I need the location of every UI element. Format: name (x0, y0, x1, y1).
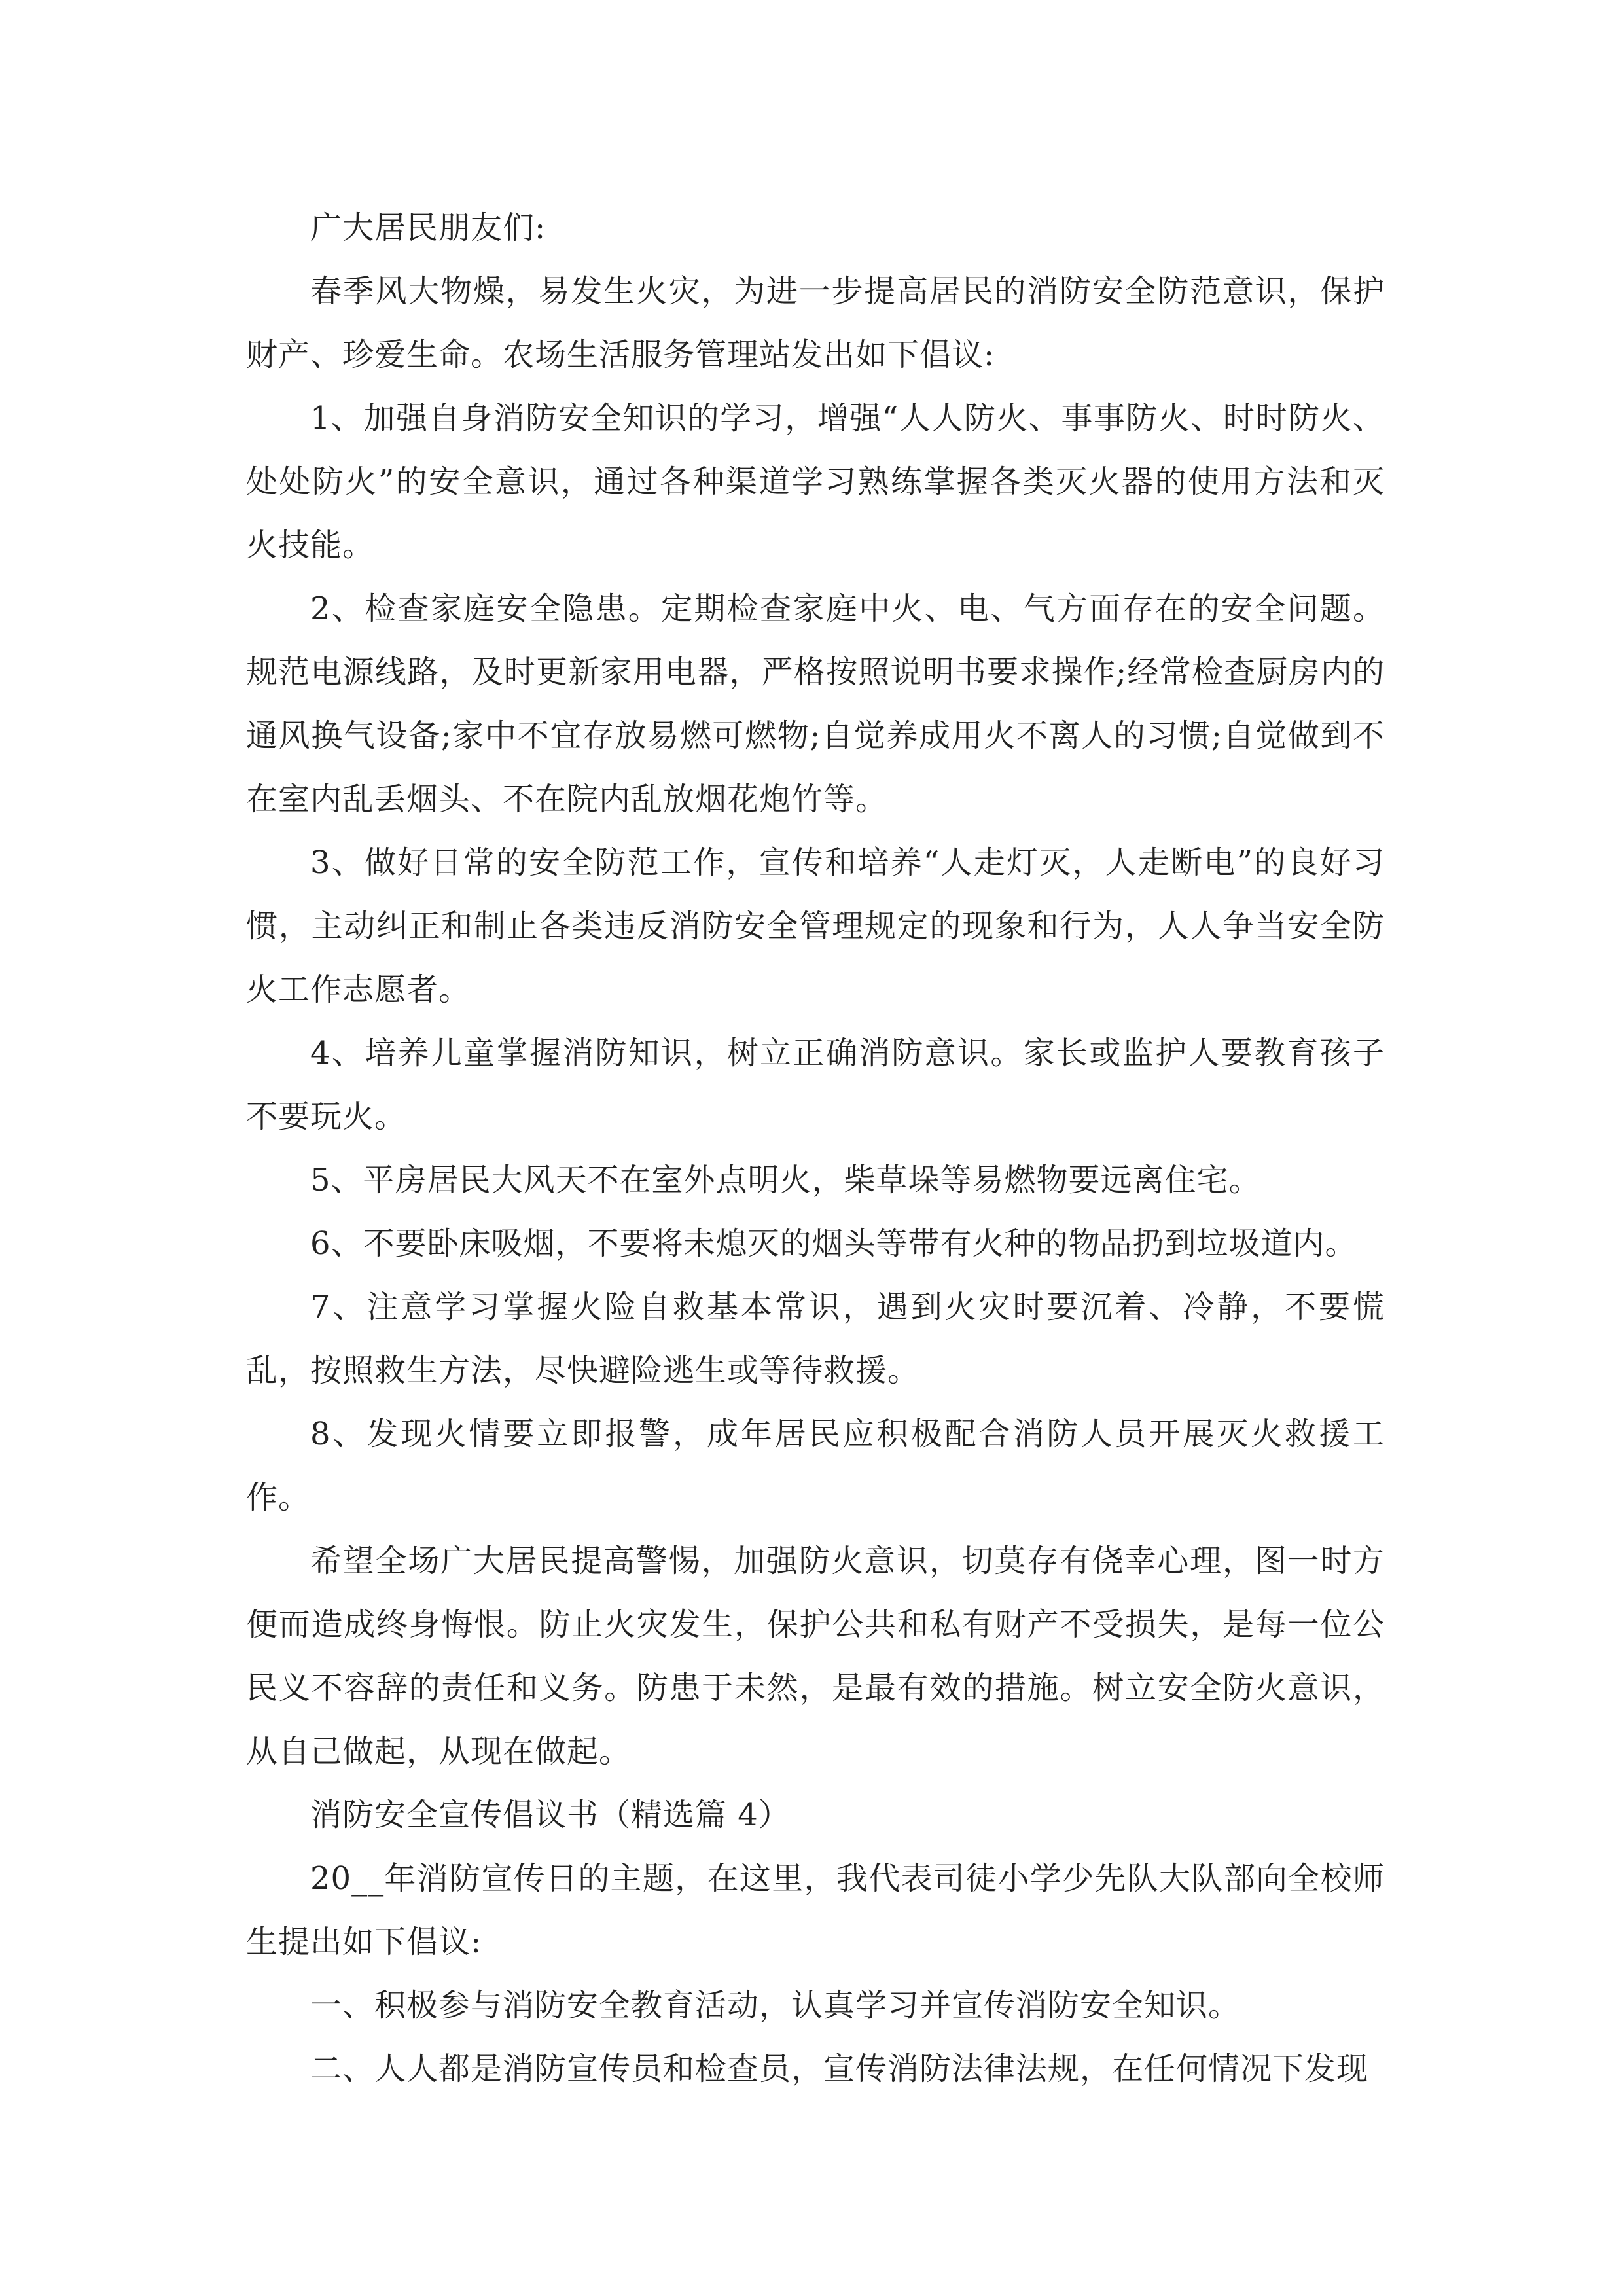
document-body (246, 196, 1385, 2101)
school-item-2: 二、人人都是消防宣传员和检查员，宣传消防法律法规，在任何情况下发现 (310, 2051, 1369, 2087)
proposal-item-8: 8、发现火情要立即报警，成年居民应积极配合消防人员开展灭火救援工作。 (246, 1416, 1385, 1516)
proposal-item-5: 5、平房居民大风天不在室外点明火，柴草垛等易燃物要远离住宅。 (310, 1162, 1261, 1198)
proposal-item-4: 4、培养儿童掌握消防知识，树立正确消防意识。家长或监护人要教育孩子不要玩火。 (246, 1035, 1385, 1135)
proposal-item-3: 3、做好日常的安全防范工作，宣传和培养“人走灯灭，人走断电”的良好习惯，主动纠正和制止各类违反消防安全管理规定的现象和行为，人人争当安全防火工作志愿者。 (246, 844, 1385, 1008)
salutation: 广大居民朋友们: (310, 209, 546, 246)
proposal-item-7: 7、注意学习掌握火险自救基本常识，遇到火灾时要沉着、冷静，不要慌乱，按照救生方法，尽快避险逃生或等待救援。 (246, 1289, 1385, 1389)
section-heading: 消防安全宣传倡议书（精选篇 4） (310, 1797, 791, 1833)
proposal-item-1: 1、加强自身消防安全知识的学习，增强“人人防火、事事防火、时时防火、处处防火”的安全意识，通过各种渠道学习熟练掌握各类灭火器的使用方法和灭火技能。 (246, 400, 1385, 564)
school-item-1: 一、积极参与消防安全教育活动，认真学习并宣传消防安全知识。 (310, 1987, 1241, 2024)
section-intro: 20__年消防宣传日的主题，在这里，我代表司徒小学少先队大队部向全校师生提出如下倡议: (246, 1860, 1385, 1960)
proposal-item-2: 2、检查家庭安全隐患。定期检查家庭中火、电、气方面存在的安全问题。规范电源线路，及时更新家用电器，严格按照说明书要求操作;经常检查厨房内的通风换气设备;家中不宜存放易燃可燃物;自觉养成用火不离人的习惯;自觉做到不在室内乱丢烟头、不在院内乱放烟花炮竹等。 (246, 590, 1385, 817)
closing-paragraph: 希望全场广大居民提高警惕，加强防火意识，切莫存有侥幸心理，图一时方便而造成终身悔恨。防止火灾发生，保护公共和私有财产不受损失，是每一位公民义不容辞的责任和义务。防患于未然，是最有效的措施。树立安全防火意识，从自己做起，从现在做起。 (246, 1543, 1385, 1770)
proposal-item-6: 6、不要卧床吸烟，不要将未熄灭的烟头等带有火种的物品扔到垃圾道内。 (310, 1225, 1357, 1262)
intro-paragraph: 春季风大物燥，易发生火灾，为进一步提高居民的消防安全防范意识，保护财产、珍爱生命。农场生活服务管理站发出如下倡议: (246, 273, 1385, 373)
